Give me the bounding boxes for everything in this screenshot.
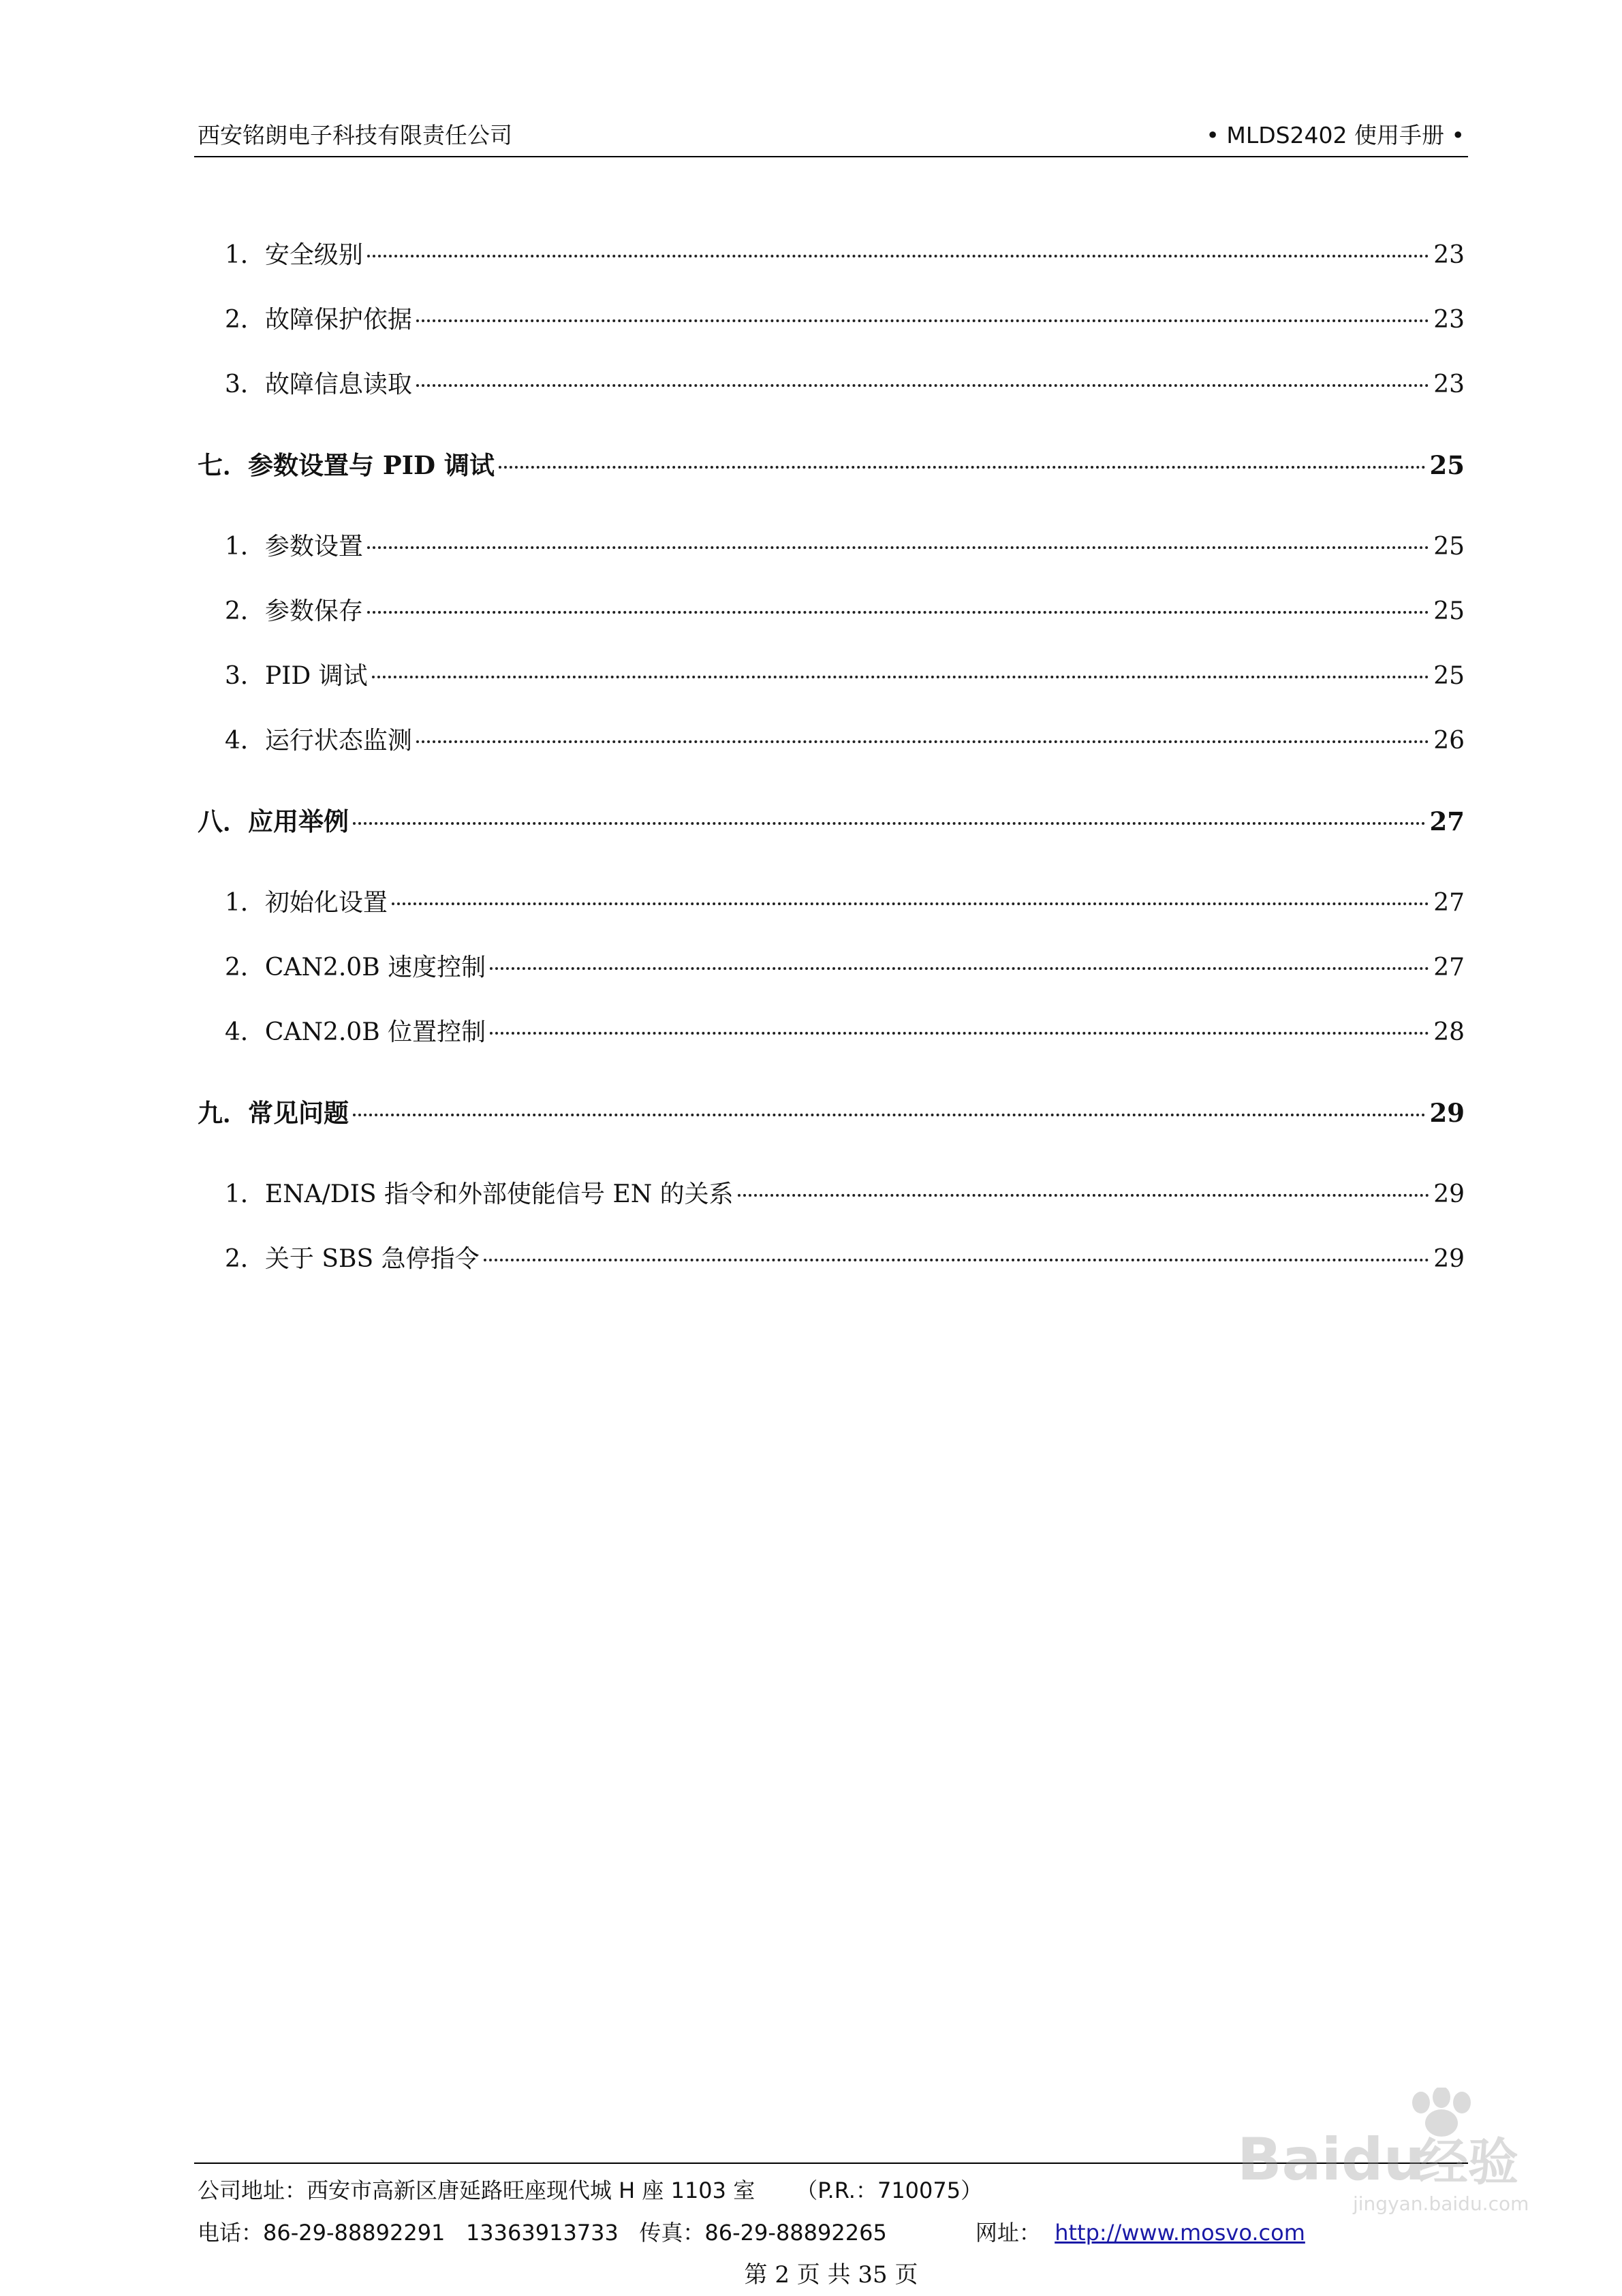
toc-chapter-entry[interactable]	[198, 1081, 1465, 1146]
toc-entry-title: 2．关于 SBS 急停指令	[225, 1245, 480, 1273]
toc-entry-title: 2．CAN2.0B 速度控制	[225, 954, 486, 981]
toc-entry-page: 29	[1433, 1245, 1465, 1273]
toc-entry[interactable]	[198, 1162, 1465, 1227]
dot-leader	[367, 611, 1429, 614]
table-of-contents	[198, 223, 1465, 1291]
toc-entry[interactable]	[198, 935, 1465, 1000]
manual-title: • MLDS2402 使用手册 •	[1206, 121, 1465, 148]
toc-entry[interactable]	[198, 223, 1465, 287]
dot-leader	[484, 1259, 1430, 1261]
toc-chapter-entry[interactable]	[198, 433, 1465, 498]
toc-entry[interactable]	[198, 644, 1465, 708]
toc-entry-title: 九．常见问题	[198, 1098, 349, 1128]
dot-leader	[499, 466, 1426, 469]
toc-entry-page: 25	[1433, 533, 1465, 561]
mobile-number: 13363913733	[465, 2220, 619, 2246]
toc-entry-title: 3．故障信息读取	[225, 371, 412, 398]
dot-leader	[372, 676, 1430, 678]
toc-entry-page: 23	[1433, 306, 1465, 334]
dot-leader	[490, 967, 1429, 970]
toc-entry-page: 28	[1433, 1018, 1465, 1046]
dot-leader	[392, 902, 1429, 905]
phone-number: 电话：86-29-88892291	[198, 2220, 446, 2246]
dot-leader	[353, 822, 1426, 825]
toc-entry[interactable]	[198, 352, 1465, 417]
toc-entry-title: 3．PID 调试	[225, 662, 368, 690]
toc-entry-title: 1．参数设置	[225, 533, 363, 561]
toc-entry[interactable]	[198, 870, 1465, 935]
toc-entry-title: 4．运行状态监测	[225, 727, 412, 755]
toc-entry[interactable]	[198, 708, 1465, 773]
toc-entry-page: 25	[1433, 662, 1465, 690]
company-address: 公司地址：西安市高新区唐延路旺座现代城 H 座 1103 室	[198, 2177, 755, 2203]
toc-entry-page: 23	[1433, 241, 1465, 269]
dot-leader	[353, 1114, 1426, 1116]
toc-entry-page: 23	[1433, 371, 1465, 398]
toc-entry[interactable]	[198, 1000, 1465, 1065]
fax-number: 传真：86-29-88892265	[639, 2220, 887, 2246]
toc-entry-page: 27	[1433, 954, 1465, 981]
toc-chapter-entry[interactable]	[198, 789, 1465, 854]
toc-entry[interactable]	[198, 287, 1465, 352]
toc-entry-title: 1．初始化设置	[225, 889, 388, 917]
toc-entry-page: 25	[1429, 450, 1465, 480]
page-header	[198, 114, 1465, 153]
dot-leader	[416, 319, 1429, 322]
toc-entry-title: 4．CAN2.0B 位置控制	[225, 1018, 486, 1046]
website-link[interactable]: http://www.mosvo.com	[1055, 2220, 1305, 2246]
company-name: 西安铭朗电子科技有限责任公司	[198, 121, 512, 148]
toc-entry-page: 27	[1429, 806, 1465, 836]
toc-entry-title: 1．ENA/DIS 指令和外部使能信号 EN 的关系	[225, 1180, 734, 1208]
toc-entry-title: 七．参数设置与 PID 调试	[198, 450, 495, 480]
page-number: 第 2 页 共 35 页	[744, 2261, 918, 2289]
toc-entry-page: 29	[1429, 1098, 1465, 1128]
toc-entry-title: 2．参数保存	[225, 597, 363, 625]
dot-leader	[367, 546, 1429, 549]
header-divider	[194, 156, 1468, 157]
footer-contact-line	[198, 2212, 1465, 2254]
watermark-url: jingyan.baidu.com	[1353, 2192, 1529, 2215]
toc-entry-page: 25	[1433, 597, 1465, 625]
toc-entry-page: 29	[1433, 1180, 1465, 1208]
dot-leader	[416, 740, 1429, 743]
watermark-brand: Baidu	[1237, 2126, 1425, 2194]
toc-entry[interactable]	[198, 579, 1465, 644]
toc-entry-title: 1．安全级别	[225, 241, 363, 269]
dot-leader	[367, 255, 1429, 257]
toc-entry-page: 27	[1433, 889, 1465, 917]
toc-entry-title: 2．故障保护依据	[225, 306, 412, 334]
toc-entry[interactable]	[198, 514, 1465, 579]
toc-entry-title: 八．应用举例	[198, 806, 349, 836]
website-label: 网址：	[975, 2220, 1041, 2246]
watermark-chinese: 经验	[1418, 2133, 1518, 2192]
dot-leader	[738, 1194, 1430, 1197]
postcode: （P.R.：710075）	[796, 2177, 983, 2203]
toc-entry-page: 26	[1433, 727, 1465, 755]
toc-entry[interactable]	[198, 1227, 1465, 1291]
dot-leader	[490, 1032, 1429, 1035]
baidu-jingyan-watermark	[1237, 2088, 1557, 2217]
dot-leader	[416, 384, 1429, 387]
